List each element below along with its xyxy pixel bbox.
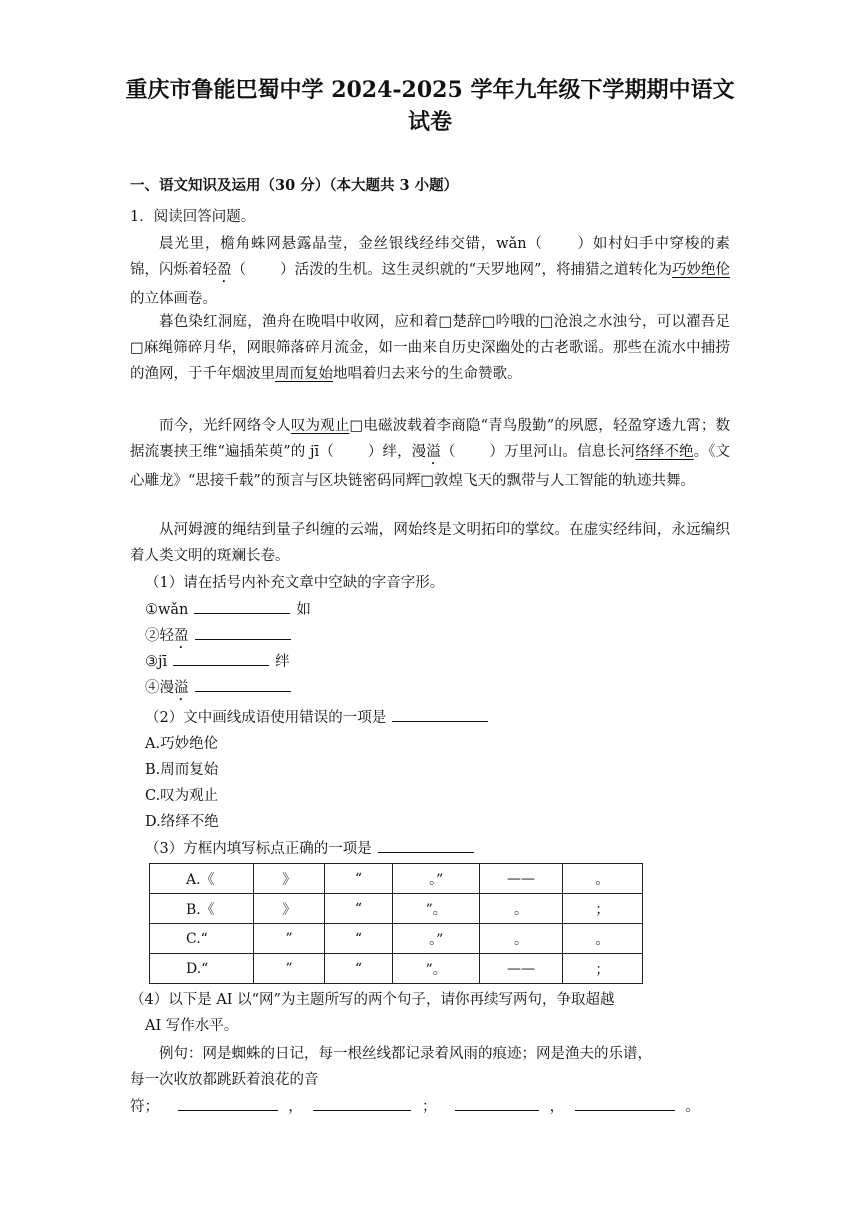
answer-blank[interactable]: [455, 1096, 539, 1111]
para1-text-a: 晨光里，檐角蛛网悬露晶莹，金丝银线经纬交错，wǎn（: [159, 236, 543, 252]
table-cell: C.“: [150, 924, 254, 954]
paragraph-1: [130, 231, 730, 312]
underlined-idiom-1: 巧妙绝伦: [672, 262, 731, 278]
answer-blank[interactable]: [575, 1096, 675, 1111]
item-suffix: 绊: [275, 654, 290, 670]
separator: 。: [685, 1099, 700, 1115]
table-cell: “: [324, 924, 392, 954]
table-cell: 。: [480, 894, 562, 924]
underlined-idiom-4: 络绎不绝: [635, 444, 694, 460]
separator: ；: [421, 1099, 437, 1115]
item-label: ④漫: [145, 680, 174, 696]
table-cell: ”。: [393, 894, 480, 924]
item-label: ②轻: [145, 628, 174, 644]
title-line-1: 重庆市鲁能巴蜀中学 2024-2025 学年九年级下学期期中语文: [125, 77, 735, 103]
para3-text-c: □电磁波载着李商隐“青鸟殷勤”的夙愿，轻盈穿透九霄；数据流裹挟王维“遍插茱萸”的 jī（: [130, 418, 731, 460]
punctuation-table: [149, 863, 643, 984]
answer-blank[interactable]: [195, 677, 291, 692]
item-label: ①wǎn: [145, 602, 189, 618]
table-row[interactable]: [150, 954, 643, 984]
table-cell: ；: [562, 954, 642, 984]
para2-text-c: 地唱着归去来兮的生命赞歌。: [333, 366, 522, 382]
para3-text-g: ）万里河山。信息长河: [489, 444, 636, 460]
table-cell: 。: [562, 924, 642, 954]
paragraph-3: [130, 413, 730, 494]
table-cell: ——: [480, 864, 562, 894]
para1-dotted-char: 盈: [217, 262, 232, 278]
sub1-item-4: [145, 675, 297, 704]
table-row[interactable]: [150, 894, 643, 924]
option-d[interactable]: D.络绎不绝: [145, 814, 219, 830]
question-1-prompt: 1．阅读回答问题。: [130, 209, 256, 225]
sub1-item-3: [145, 649, 290, 675]
item-label: ③jī: [145, 654, 168, 670]
sub2-text: （2）文中画线成语使用错误的一项是: [145, 710, 387, 726]
underlined-idiom-2: 周而复始: [275, 366, 333, 382]
table-cell: 。: [562, 864, 642, 894]
para2-text-a: 暮色染红洞庭，渔舟在晚唱中收网，应和着□楚辞□吟哦的□沧浪之水浊兮，可以濯吾足□麻绳筛碎月华，网眼筛落碎月流金，如一曲来自历史深幽处的古老歌谣。那些在流水中捕捞的渔网，于千年烟波里: [130, 314, 730, 382]
option-c[interactable]: C.叹为观止: [145, 788, 219, 804]
para1-text-d: （: [231, 262, 247, 278]
sub-question-4: （4）以下是 AI 以“网”为主题所写的两个句子，请你再续写两句，争取超越: [130, 992, 615, 1008]
para3-text-f: （: [440, 444, 456, 460]
paragraph-2: [130, 309, 730, 387]
table-cell: D.“: [150, 954, 254, 984]
table-cell: B.《: [150, 894, 254, 924]
section-heading: 一、语文知识及运用（30 分）（本大题共 3 小题）: [130, 177, 459, 194]
sub1-item-2: [145, 623, 297, 652]
table-cell: 。”: [393, 864, 480, 894]
para3-text-i: 。《文心雕龙》“思接千载”的预言与区块链密码同辉□敦煌飞天的飘带与人工智能的轨迹共舞。: [130, 444, 731, 489]
para1-text-e: ）活泼的生机。这生灵织就的“天罗地网”，将捕猎之道转化为: [280, 262, 673, 278]
para3-text-a: 而今，光纤网络令人: [159, 418, 291, 434]
option-b[interactable]: B.周而复始: [145, 762, 219, 778]
title-line-2: 试卷: [407, 109, 452, 135]
answer-prefix: 符；: [130, 1099, 159, 1115]
para1-text-b: ）如村妇手中穿梭的素锦，闪烁着轻: [130, 236, 730, 278]
item-suffix: 如: [296, 602, 311, 618]
table-cell: 》: [254, 864, 324, 894]
table-cell: 。: [480, 924, 562, 954]
table-cell: A.《: [150, 864, 254, 894]
example-sentence-cont: 每一次收放都跳跃着浪花的音: [130, 1072, 319, 1088]
sub-question-1: （1）请在括号内补充文章中空缺的字音字形。: [145, 575, 445, 591]
sub-question-4-cont: AI 写作水平。: [145, 1018, 239, 1034]
separator: ，: [549, 1099, 565, 1115]
para3-dotted-char: 溢: [426, 444, 441, 460]
table-row[interactable]: [150, 924, 643, 954]
answer-blank[interactable]: [392, 707, 488, 722]
underlined-idiom-3: 叹为观止: [290, 418, 350, 434]
table-cell: ”: [254, 924, 324, 954]
example-text-a: 例句：网是蜘蛛的日记，每一根丝线都记录着风雨的痕迹；网是渔夫的乐谱，: [159, 1046, 652, 1062]
sub1-item-1: [145, 597, 311, 623]
table-cell: “: [324, 954, 392, 984]
answer-blank[interactable]: [378, 838, 474, 853]
table-cell: “: [324, 894, 392, 924]
item-dotted-char: 盈: [174, 628, 189, 644]
item-dotted-char: 溢: [174, 680, 189, 696]
answer-blank[interactable]: [178, 1096, 278, 1111]
table-cell: ”: [254, 954, 324, 984]
option-a[interactable]: A.巧妙绝伦: [145, 736, 219, 752]
table-cell: “: [324, 864, 392, 894]
sub-question-3: [145, 836, 480, 862]
sub3-text: （3）方框内填写标点正确的一项是: [145, 841, 372, 857]
separator: ，: [288, 1099, 303, 1115]
paragraph-4: 从河姆渡的绳结到量子纠缠的云端，网始终是文明拓印的掌纹。在虚实经纬间，永远编织着人类文明的斑斓长卷。: [130, 522, 730, 564]
page-title: [110, 74, 750, 138]
answer-blank[interactable]: [313, 1096, 411, 1111]
para3-text-d: ）绊，漫: [367, 444, 427, 460]
sub-question-2: [145, 705, 494, 731]
answer-line: [130, 1094, 700, 1120]
table-cell: 。”: [393, 924, 480, 954]
table-cell: 》: [254, 894, 324, 924]
answer-blank[interactable]: [173, 651, 269, 666]
table-cell: ；: [562, 894, 642, 924]
table-cell: ”。: [393, 954, 480, 984]
table-row[interactable]: [150, 864, 643, 894]
para1-text-g: 的立体画卷。: [130, 291, 217, 307]
example-sentence: [130, 1041, 730, 1067]
answer-blank[interactable]: [195, 625, 291, 640]
table-cell: ——: [480, 954, 562, 984]
answer-blank[interactable]: [194, 599, 290, 614]
